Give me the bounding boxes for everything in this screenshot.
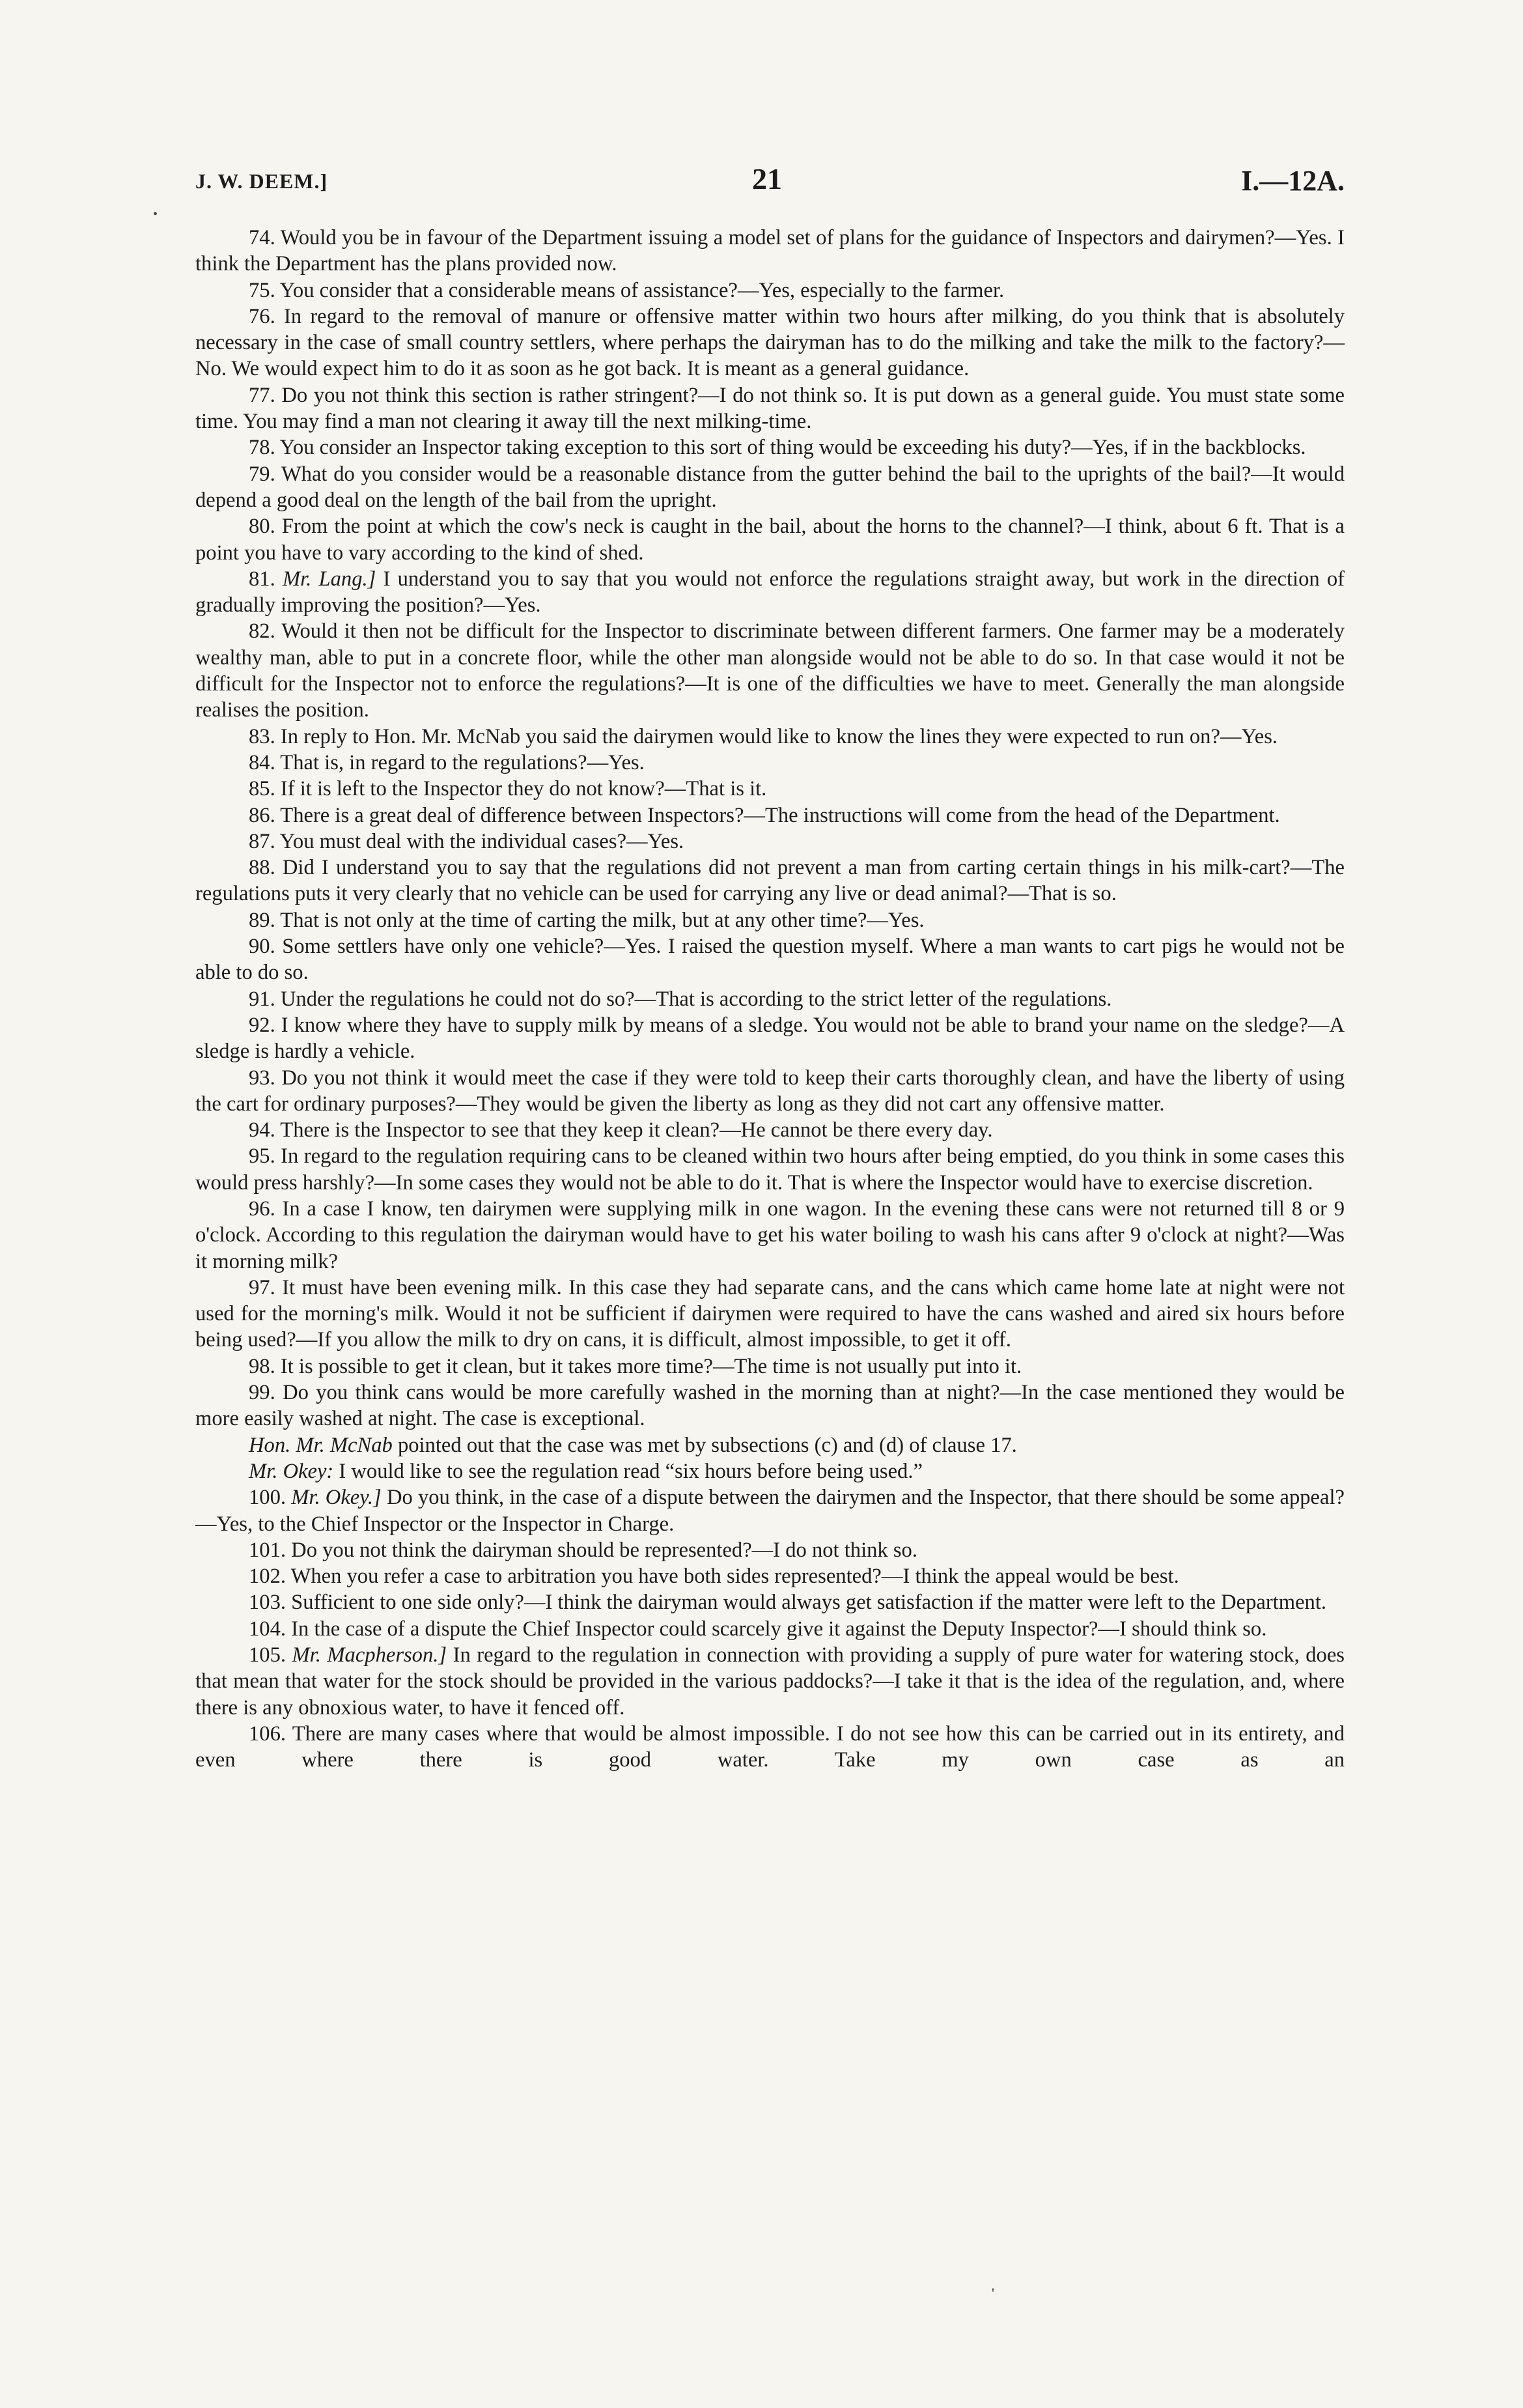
question-92: 92. I know where they have to supply milk by means of a sledge. You would not be able to brand your name on the sledge?—A sledge is hardly a vehicle. — [195, 1013, 1345, 1064]
question-87: 87. You must deal with the individual cases?—Yes. — [249, 829, 684, 853]
question-75: 75. You consider that a considerable means of assistance?—Yes, especially to the farmer. — [249, 278, 1005, 302]
speaker-name: Hon. Mr. McNab — [249, 1433, 393, 1457]
interjection-note: Mr. Okey: I would like to see the regulation read “six hours before being used.” — [249, 1459, 923, 1483]
page-header — [195, 162, 1345, 207]
question-98: 98. It is possible to get it clean, but it takes more time?—The time is not usually put into it. — [249, 1354, 1022, 1378]
question-99: 99. Do you think cans would be more carefully washed in the morning than at night?—In the case mentioned they would be more easily washed at night. The case is exceptional. — [195, 1381, 1345, 1431]
question-94: 94. There is the Inspector to see that they keep it clean?—He cannot be there every day. — [249, 1118, 993, 1142]
question-89: 89. That is not only at the time of carting the milk, but at any other time?—Yes. — [249, 908, 925, 932]
question-84: 84. That is, in regard to the regulations?—Yes. — [249, 750, 645, 774]
question-77: 77. Do you not think this section is rather stringent?—I do not think so. It is put down as a general guide. You must state some time. You may find a man not clearing it away till the next milking-time. — [195, 383, 1345, 434]
question-103: 103. Sufficient to one side only?—I think the dairyman would always get satisfaction if the matter were left to the Department. — [249, 1591, 1327, 1615]
speaker-name: Mr. Lang.] — [282, 567, 376, 591]
question-97: 97. It must have been evening milk. In this case they had separate cans, and the cans which came home late at night were not used for the morning's milk. Would it not be sufficient if dairymen were required to have the cans washed and aired six hours before being used?—If you allow the milk to dry on cans, it is difficult, almost impossible, to get it off. — [195, 1275, 1345, 1352]
question-101: 101. Do you not think the dairyman should be represented?—I do not think so. — [249, 1538, 917, 1562]
question-96: 96. In a case I know, ten dairymen were supplying milk in one wagon. In the evening these cans were not returned till 8 or 9 o'clock. According to this regulation the dairyman would have to get his water boiling to wash his cans after 9 o'clock at night?—Was it morning milk? — [195, 1197, 1345, 1273]
question-78: 78. You consider an Inspector taking exception to this sort of thing would be exceeding his duty?—Yes, if in the backblocks. — [249, 436, 1306, 460]
question-81: 81. Mr. Lang.] I understand you to say that you would not enforce the regulations straight away, but work in the direction of gradually improving the position?—Yes. — [195, 567, 1345, 617]
speaker-name: Mr. Okey: — [249, 1459, 334, 1483]
question-95: 95. In regard to the regulation requiring cans to be cleaned within two hours after being emptied, do you think in some cases this would press harshly?—In some cases they would not be able to do it. That is where the Inspector would have to exercise discretion. — [195, 1144, 1345, 1195]
body-text — [195, 225, 1345, 1774]
question-102: 102. When you refer a case to arbitration you have both sides represented?—I think the appeal would be best. — [249, 1565, 1179, 1589]
question-93: 93. Do you not think it would meet the case if they were told to keep their carts thoroughly clean, and have the liberty of using the cart for ordinary purposes?—They would be given the liberty as long as they did not cart any offensive matter. — [195, 1066, 1345, 1116]
question-82: 82. Would it then not be difficult for the Inspector to discriminate between different farmers. One farmer may be a moderately wealthy man, able to put in a concrete floor, while the other man alongside would not be able to do so. In that case would it not be difficult for the Inspector not to enforce the regulations?—It is one of the difficulties we have to meet. Generally the man alongside realises the position. — [195, 619, 1345, 722]
question-104: 104. In the case of a dispute the Chief Inspector could scarcely give it against the Deputy Inspector?—I should think so. — [249, 1617, 1267, 1641]
stray-mark: • — [153, 207, 158, 221]
question-86: 86. There is a great deal of difference between Inspectors?—The instructions will come from the head of the Department. — [249, 803, 1280, 827]
question-85: 85. If it is left to the Inspector they do not know?—That is it. — [249, 777, 767, 801]
paper-reference: I.—12A. — [1241, 165, 1345, 197]
interjection-note: Hon. Mr. McNab pointed out that the case was met by subsections (c) and (d) of clause 17. — [249, 1433, 1017, 1457]
question-106: 106. There are many cases where that would be almost impossible. I do not see how this can be carried out in its entirety, and even where there is good water. Take my own case as an — [195, 1721, 1345, 1772]
question-79: 79. What do you consider would be a reasonable distance from the gutter behind the bail to the uprights of the bail?—It would depend a good deal on the length of the bail from the upright. — [195, 462, 1345, 512]
page-number: 21 — [752, 162, 782, 195]
question-91: 91. Under the regulations he could not do so?—That is according to the strict letter of the regulations. — [249, 987, 1112, 1011]
question-76: 76. In regard to the removal of manure or offensive matter within two hours after milking, do you think that is absolutely necessary in the case of small country settlers, where perhaps the dairyman has to do the milking and take the milk to the factory?—No. We would expect him to do it as soon as he got back. It is meant as a general guidance. — [195, 304, 1345, 381]
question-100: 100. Mr. Okey.] Do you think, in the case of a dispute between the dairymen and the Inspector, that there should be some appeal?—Yes, to the Chief Inspector or the Inspector in Charge. — [195, 1486, 1345, 1536]
header-witness: J. W. DEEM.] — [195, 169, 328, 193]
stray-mark: ' — [992, 2285, 994, 2301]
question-74: 74. Would you be in favour of the Department issuing a model set of plans for the guidance of Inspectors and dairymen?—Yes. I think the Department has the plans provided now. — [195, 226, 1345, 276]
question-90: 90. Some settlers have only one vehicle?—Yes. I raised the question myself. Where a man wants to cart pigs he would not be able to do so. — [195, 935, 1345, 985]
question-105: 105. Mr. Macpherson.] In regard to the regulation in connection with providing a supply of pure water for watering stock, does that mean that water for the stock should be provided in the various paddocks?—I take it that is the idea of the regulation, and, where there is any obnoxious water, to have it fenced off. — [195, 1643, 1345, 1720]
question-80: 80. From the point at which the cow's neck is caught in the bail, about the horns to the channel?—I think, about 6 ft. That is a point you have to vary according to the kind of shed. — [195, 515, 1345, 565]
question-83: 83. In reply to Hon. Mr. McNab you said the dairymen would like to know the lines they were expected to run on?—Yes. — [249, 724, 1278, 748]
question-88: 88. Did I understand you to say that the regulations did not prevent a man from carting certain things in his milk-cart?—The regulations puts it very clearly that no vehicle can be used for carrying any live or dead animal?—That is so. — [195, 856, 1345, 906]
speaker-name: Mr. Okey.] — [291, 1486, 382, 1510]
speaker-name: Mr. Macpherson.] — [292, 1643, 447, 1667]
